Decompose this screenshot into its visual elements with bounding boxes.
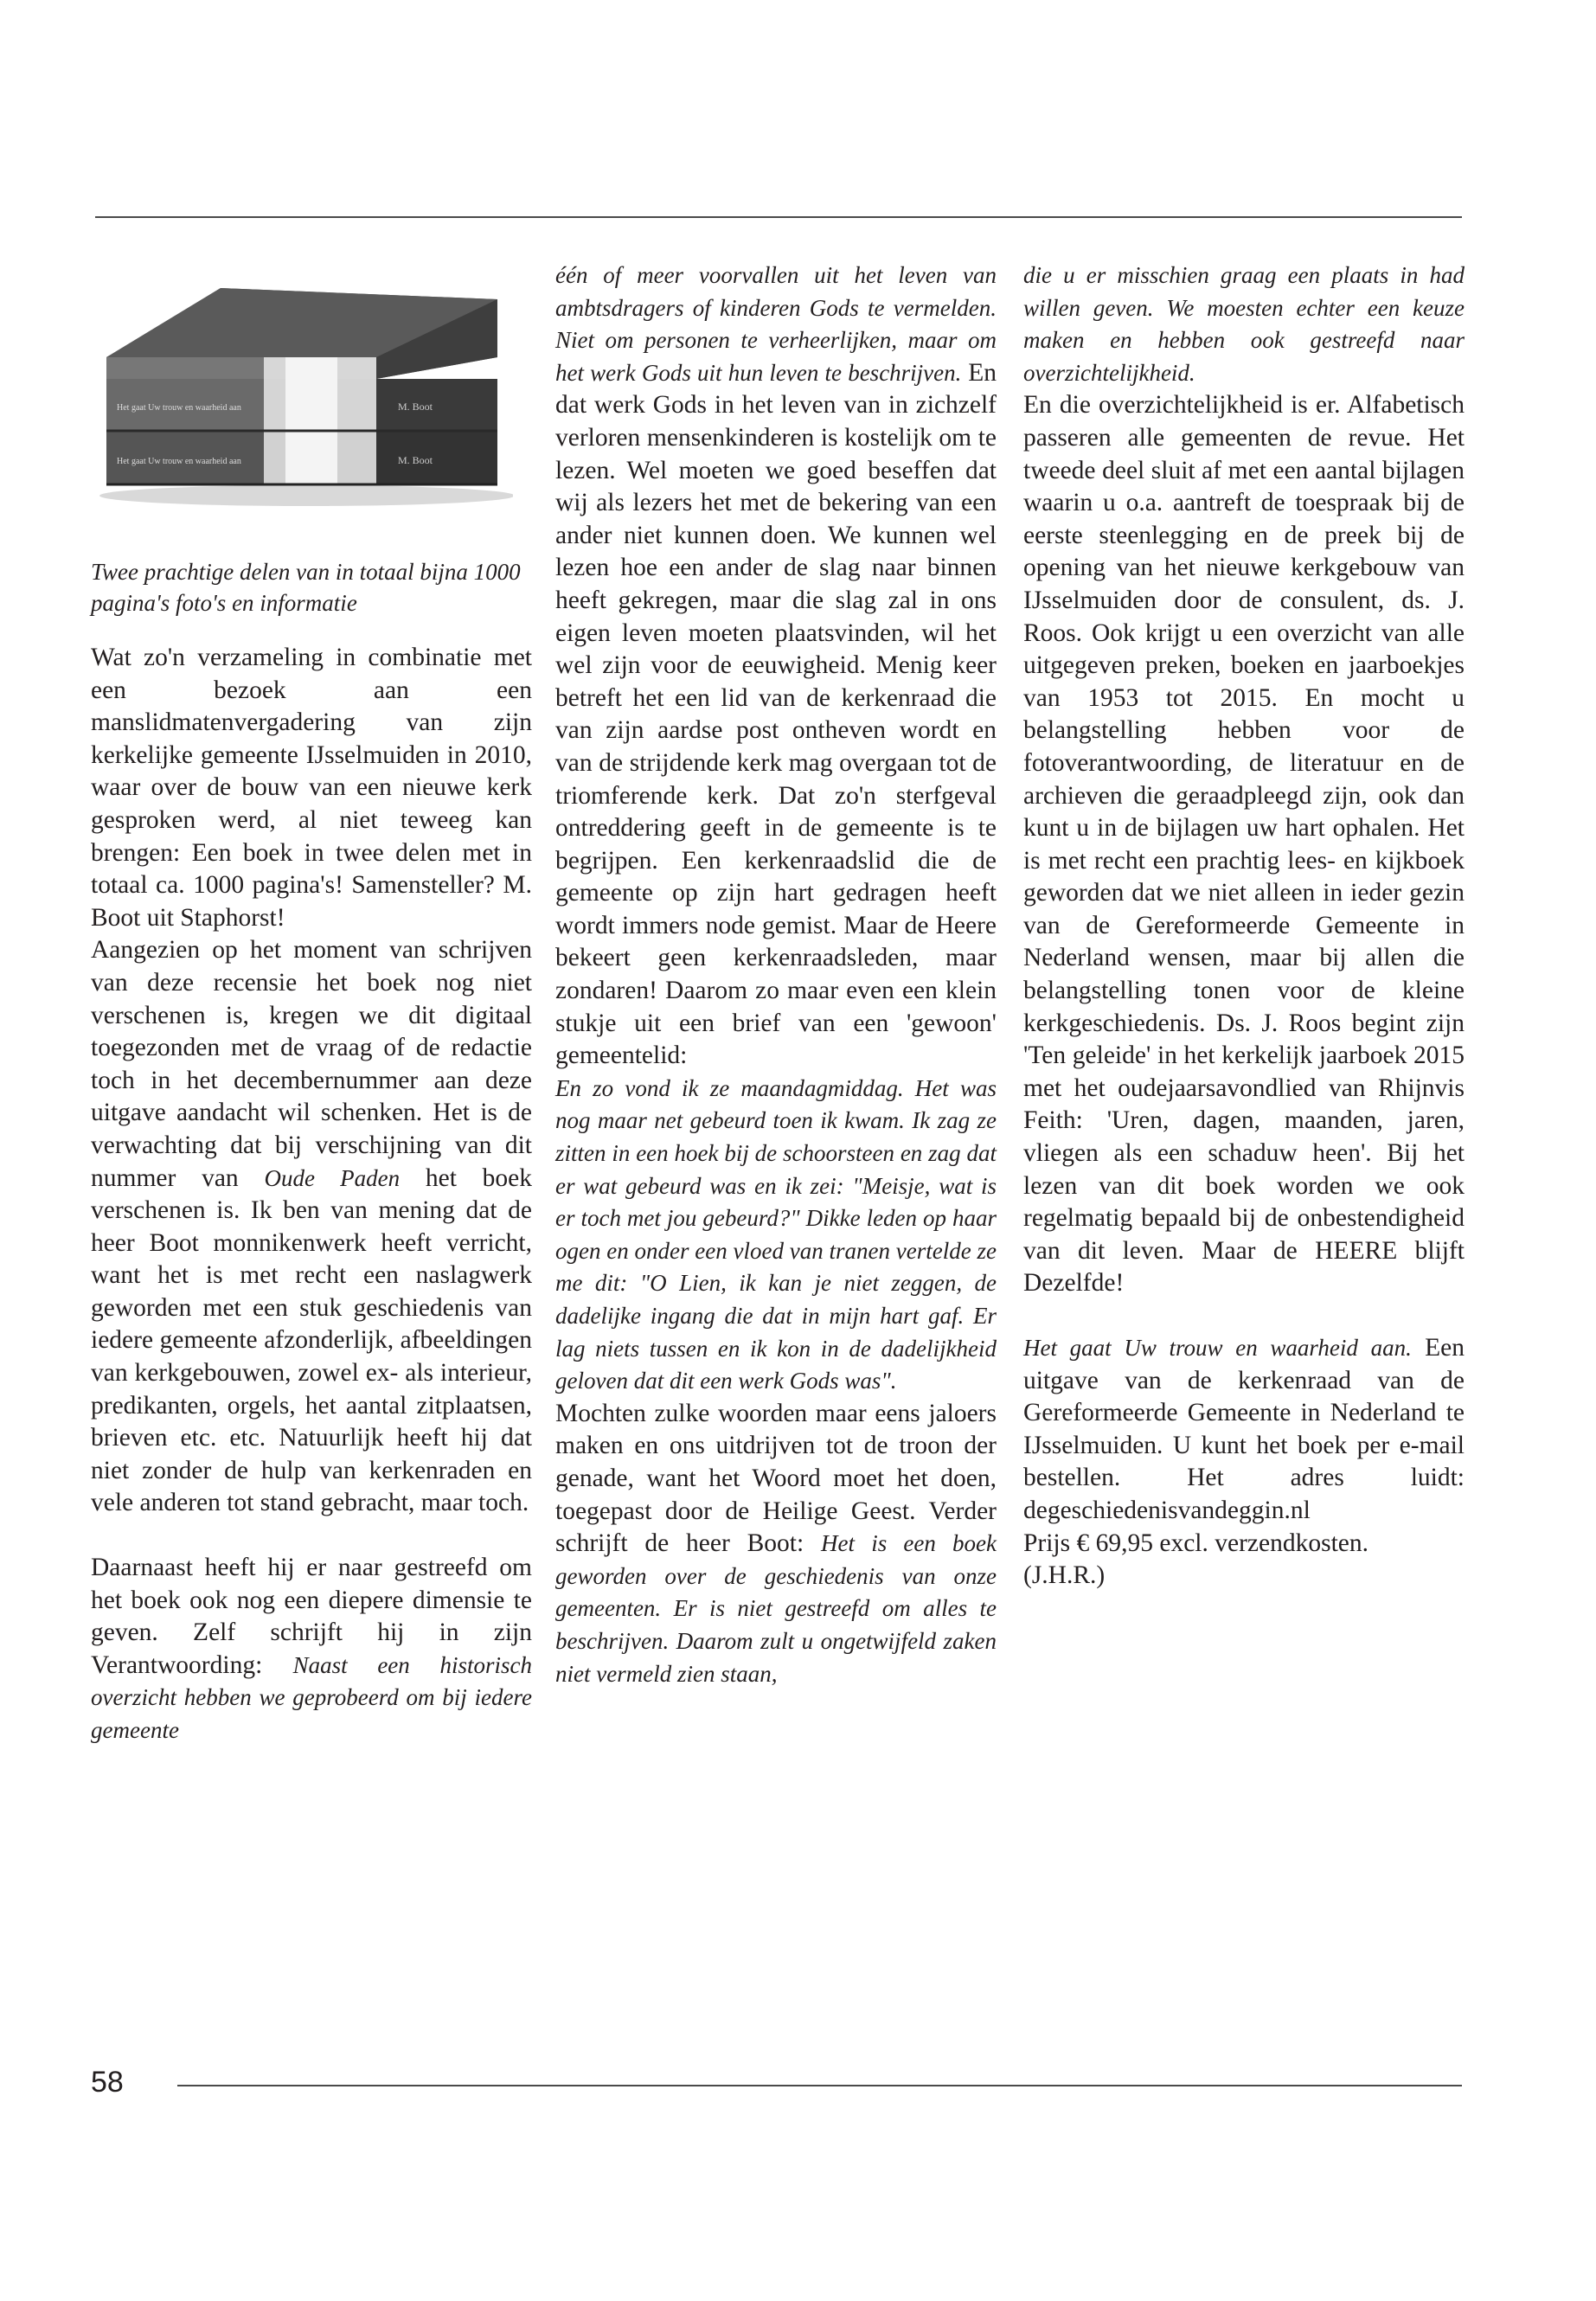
col1-p2-start: Aangezien op het moment van schrijven van deze recensie het boek nog niet verschenen is, kregen we dit digitaal toegezonden met de vraag of de redactie toch in het decembernummer aan deze uitgave aandacht wil schenken. Het is de verwachting dat bij verschijning van dit nummer van [91, 936, 532, 1192]
col2-paragraph-2 [555, 1398, 997, 1690]
author-signature: (J.H.R.) [1023, 1561, 1106, 1590]
spine-title-top: Het gaat Uw trouw en waarheid aan [117, 403, 241, 413]
col2-p2-start: Mochten zulke woorden maar eens jaloers maken en ons uitdrijven tot de troon der genade, want het Woord moet het doen, toegepast door de Heilige Geest. Verder schrijft de heer Boot: [555, 1399, 997, 1558]
col3-paragraph-1: die u er misschien graag een plaats in had willen geven. We moesten echter een keuze maken en hebben ook gestreefd naar overzichtelijkheid. [1023, 262, 1465, 386]
col2-quote: En zo vond ik ze maandagmiddag. Het was nog maar net gebeurd toen ik kwam. Ik zag ze zitten in een hoek bij de schoorsteen en zag dat er wat gebeurd was en ik zei: "Meisje, wat is er toch met jou gebeurd?" Dikke leden op haar ogen en onder een vloed van tranen vertelde ze me dit: "O Lien, ik kan je niet zeggen, de dadelijke ingang die dat in mijn hart gaf. Er lag niets tussen en ik kon in de dadelijkheid geloven dat dit een werk Gods was". [555, 1074, 997, 1394]
column-2 [555, 260, 997, 1690]
col1-p3-start: Daarnaast heeft hij er naar gestreefd om het boek ook nog een diepere dimensie te geven. Zelf schrijft hij in zijn Verantwoording: [91, 1554, 532, 1679]
col2-p1-italic: één of meer voorvallen uit het leven van ambtsdragers of kinderen Gods te vermelden. Niet om personen te verheerlijken, maar om het werk Gods uit hun leven te beschrijven. [555, 262, 997, 386]
bottom-rule [177, 2085, 1462, 2086]
col1-paragraph-1: Wat zo'n verzameling in combinatie met een bezoek aan een manslidmatenvergadering van zijn kerkelijke gemeente IJsselmuiden in 2010, waar over de bouw van een nieuwe kerk gesproken werd, al niet teweeg kan brengen: Een boek in twee delen met in totaal ca. 1000 pagina's! Samensteller? M. Boot uit Staphorst! [91, 644, 532, 932]
col2-p1-body: En dat werk Gods in het leven van in zichzelf verloren mensenkinderen is kostelijk om te lezen. Wel moeten we goed beseffen dat wij als lezers het met de bekering van een ander niet kunnen doen. We kunnen wel lezen hoe een ander de slag naar binnen heeft gekregen, maar die slag zal in ons eigen leven moeten plaatsvinden, wil het wel zijn voor de eeuwigheid. Menig keer betreft het een lid van de kerkenraad die van zijn aardse post ontheven wordt en van de strijdende kerk mag overgaan tot de triomferende kerk. Dat zo'n sterfgeval ontreddering geeft in de gemeente is te begrijpen. Een kerkenraadslid die de gemeente op zijn hart gedragen heeft wordt immers node gemist. Maar de Heere bekeert geen kerkenraadsleden, maar zondaren! Daarom zo maar even een klein stukje uit een brief van een 'gewoon' gemeentelid: [555, 358, 997, 1070]
column-3 [1023, 260, 1465, 1593]
col2-p2-italic: Het is een boek geworden over de geschiedenis van onze gemeenten. Er is niet gestreefd om alles te beschrijven. Daarom zult u ongetwijfeld zaken niet vermeld zien staan, [555, 1530, 997, 1687]
col1-p2-end: het boek verschenen is. Ik ben van mening dat de heer Boot monnikenwerk heeft verricht, want het is met recht een naslagwerk geworden met een stuk geschiedenis van iedere gemeente afzonderlijk, afbeeldingen van kerkgebouwen, zowel ex- als interieur, predikanten, orgels, het aantal zitplaatsen, brieven etc. etc. Natuurlijk heeft hij dat niet zonder de hulp van kerkenraden en vele anderen tot stand gebracht, maar toch. [91, 1163, 533, 1517]
column-1-text [91, 642, 532, 1747]
col3-p3-body: Een uitgave van de kerkenraad van de Gereformeerde Gemeente in Nederland te IJsselmuiden. U kunt het boek per e-mail bestellen. Het adres luidt: degeschiedenisvandeggin.nl [1023, 1334, 1465, 1524]
top-rule [95, 216, 1462, 218]
page-number: 58 [91, 2066, 124, 2099]
book-stack-image [91, 275, 513, 510]
spine-title-bottom: Het gaat Uw trouw en waarheid aan [117, 457, 241, 466]
col1-p3-italic: Naast een historisch overzicht hebben we geprobeerd om bij iedere gemeente [91, 1651, 532, 1743]
photo-caption: Twee prachtige delen van in totaal bijna 1000 pagina's foto's en informatie [91, 559, 521, 616]
col2-paragraph-1 [555, 260, 997, 1073]
col1-paragraph-3 [91, 1552, 532, 1747]
col3-paragraph-2: En die overzichtelijkheid is er. Alfabetisch passeren alle gemeenten de revue. Het tweede deel sluit af met een aantal bijlagen waarin u o.a. aantreft de toespraak bij de eerste steenlegging en de preek bij de opening van het nieuwe kerkgebouw van IJsselmuiden door de consulent, ds. J. Roos. Ook krijgt u een overzicht van alle uitgegeven preken, boeken en jaarboekjes van 1953 tot 2015. En mocht u belangstelling hebben voor de fotoverantwoording, de literatuur en de archieven die geraadpleegd zijn, ook dan kunt u in de bijlagen uw hart ophalen. Het is met recht een prachtig lees- en kijkboek geworden dat we niet alleen in ieder gezin van de Gereformeerde Gemeente in Nederland wensen, maar bij allen die belangstelling tonen voor de kleine kerkgeschiedenis. Ds. J. Roos begint zijn 'Ten geleide' in het kerkelijk jaarboek 2015 met het oudejaarsavondlied van Rhijnvis Feith: 'Uren, dagen, maanden, jaren, vliegen als een schaduw heen'. Bij het lezen van dit boek worden we ook regelmatig bepaald bij de onbestendigheid van dit leven. Maar de HEERE blijft Dezelfde! [1023, 391, 1465, 1298]
spine-author-top: M. Boot [398, 401, 433, 413]
book-photo [91, 275, 513, 510]
col1-paragraph-2 [91, 934, 532, 1520]
col3-paragraph-3 [1023, 1332, 1465, 1528]
price-line: Prijs € 69,95 excl. verzendkosten. [1023, 1529, 1368, 1557]
col3-p3-italic: Het gaat Uw trouw en waarheid aan. [1023, 1335, 1412, 1361]
col1-p2-italic: Oude Paden [264, 1164, 401, 1191]
spine-author-bottom: M. Boot [398, 454, 433, 466]
